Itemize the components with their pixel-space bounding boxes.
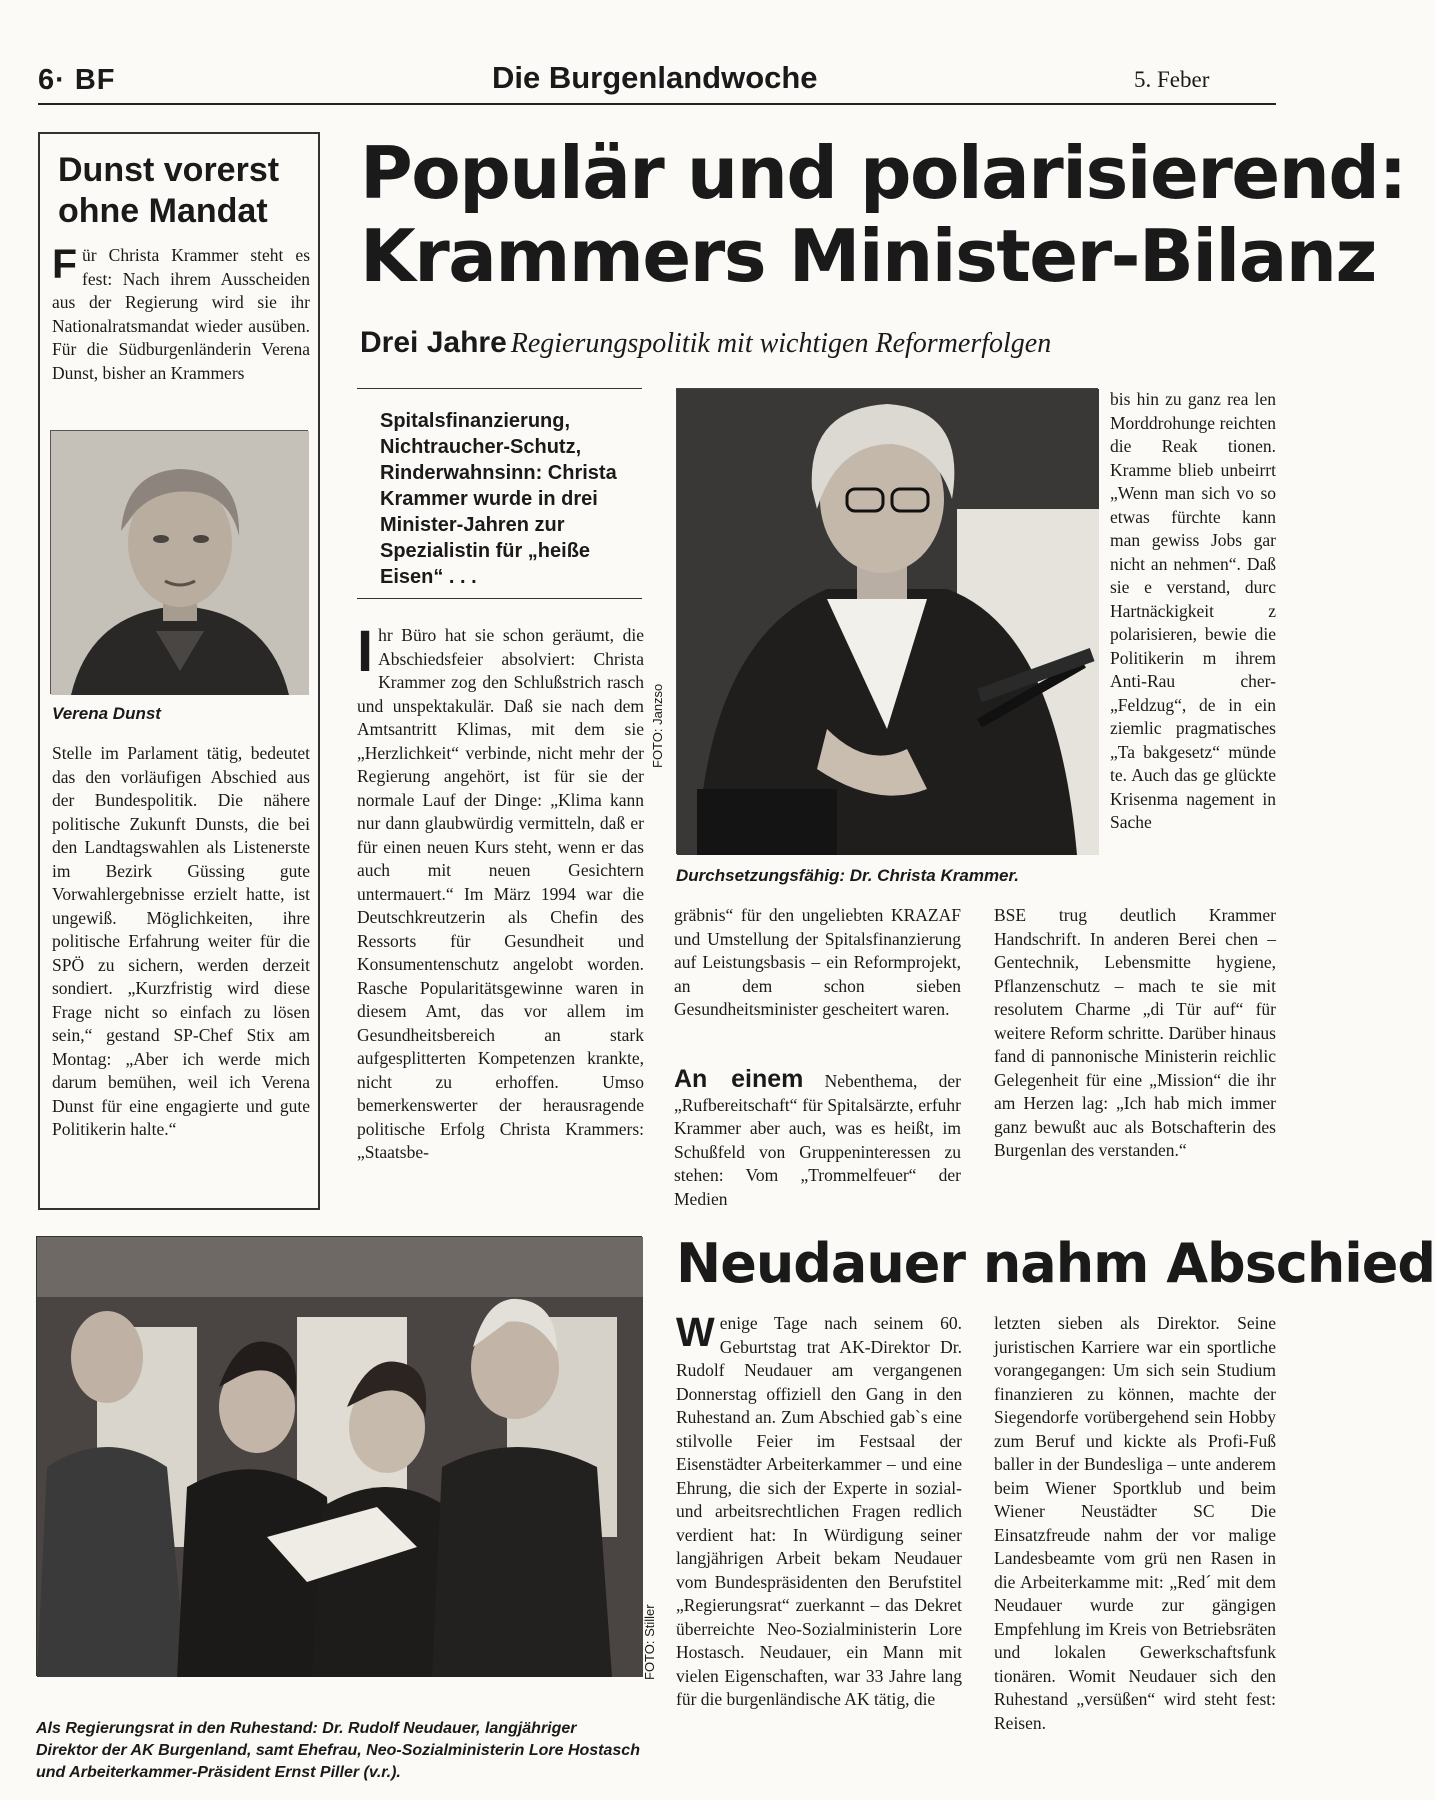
krammer-photo-caption: Durchsetzungsfähig: Dr. Christa Krammer. — [676, 866, 1019, 885]
sidebar-body: Stelle im Parlament tätig, bedeutet das den vorläufigen Abschied aus der Bundespolitik. Die nähere politische Zukunft Dunsts, die bei den Landtagswahlen als Listenerste im Bezirk Güssing gute Vorwahlergebnisse erzielt hatte, ist ungewiß. Möglichkeiten, ihre politische Erfahrung weiter für die SPÖ zu sichern, werden derzeit sondiert. „Kurzfristig wird diese Frage nicht so einfach zu lösen sein,“ gestand SP-Chef Stix am Montag: „Aber ich werde mich darum bemühen, weil ich Verena Dunst für eine engagierte und gute Politikerin halte.“ — [52, 743, 310, 1139]
second-column-2: letzten sieben als Direktor. Seine juristischen Karriere war ein sportliche vorangegangen: Um sich sein Studium finanzieren zu können, machte der Siegendorfe vorübergehend sein Hobby zum Beruf und kickte als Profi-Fuß baller in der Bundesliga – unte anderem beim Wiener Sportklub und beim Wiener Neustädter SC Die Einsatzfreude nahm der vor malige Landesbeamte vom grü nen Rasen in die Arbeiterkamme mit: „Red´ mit dem Neudauer wurde zur gängigen Empfehlung im Kreis von Betriebsräten und lokalen Gewerkschaftsfunk tionären. Womit Neudauer sich den Ruhestand „versüßen“ wird steht fest: Reisen. — [994, 1313, 1276, 1733]
issue-date: 5. Feber — [1134, 67, 1210, 92]
neudauer-group-photo — [36, 1236, 642, 1676]
christa-krammer-photo — [676, 388, 1098, 854]
main-column-1-text: hr Büro hat sie schon geräumt, die Abschiedsfeier absolviert: Christa Krammer zog den Schlußstrich rasch und unspektakulär. Daß sie nach dem Amtsantritt Klimas, mit dem sie „Herzlichkeit“ verbinde, nicht mehr der Regierung angehört, ist für sie der normale Lauf der Dinge: „Klima kann nur dann glaubwürdig vermitteln, daß er für einen neuen Kurs steht, wenn er das auch mit neuen Gesichtern untermauert.“ Im März 1994 war die Deutschkreutzerin als Chefin des Ressorts für Gesundheit und Konsumentenschutz angelobt worden. Rasche Popularitätsgewinne waren in diesem Amt, das vor allem im Gesundheitsbereich an stark aufgesplitterten Kompetenzen krankte, nicht zu erhoffen. Umso bemerkenswerter der herausragende politische Erfolg Christa Krammers: „Staatsbe- — [357, 625, 644, 1162]
group-photo-caption: Als Regierungsrat in den Ruhestand: Dr. Rudolf Neudauer, langjähriger Direktor der AK Burgenland, samt Ehefrau, Neo-Sozialministerin Lore Hostasch und Arbeiterkammer-Präsident Ernst Piller (v.r.). — [36, 1720, 640, 1781]
masthead-rule — [38, 103, 1276, 105]
main-column-2b-text: Nebenthema, der „Rufbereitschaft“ für Spitalsärzte, erfuhr Krammer aber auch, was es heißt, im Schußfeld von Gruppeninteressen zu stehen: Vom „Trommelfeuer“ der Medien — [674, 1071, 962, 1209]
second-dropcap: W — [676, 1309, 715, 1355]
dunst-photo-caption: Verena Dunst — [52, 704, 161, 723]
sidebar-intro-text: ür Christa Krammer steht es fest: Nach ihrem Ausscheiden aus der Regierung wird sie ihr Nationalratsmandat wieder ausüben. Für die Südburgenländerin Verena Dunst, bisher an Krammers — [52, 245, 310, 383]
main-dropcap: I — [357, 619, 374, 684]
teaser-rule-bottom — [357, 598, 642, 599]
main-headline-line1: Populär und polarisierend: — [360, 131, 1406, 215]
main-column-3-top: bis hin zu ganz rea len Morddrohunge reichten die Reak tionen. Kramme blieb unbeirrt „Wenn man sich vo so etwas fürchte kann man gewiss Jobs gar nicht an nehmen“. Daß sie e verstand, durc Hartnäckigkeit z polarisieren, bewie die Politikerin m ihrem Anti-Rau cher-„Feldzug“, de in ein ziemlic pragmatisches „Ta bakgesetz“ münde te. Auch das ge glückte Krisenma nagement in Sache — [1110, 389, 1276, 832]
sidebar-headline: Dunst vorerst ohne Mandat — [58, 151, 280, 230]
subhead-lead: Drei Jahre — [360, 326, 507, 359]
second-headline: Neudauer nahm Abschied — [676, 1232, 1435, 1295]
teaser-text: Spitalsfinanzierung, Nichtraucher-Schutz, Rinderwahnsinn: Christa Krammer wurde in drei Minister-Jahren zur Spezialistin für „heiße Eisen“ . . . — [380, 410, 617, 588]
runin-head: An einem — [674, 1065, 804, 1093]
page-number: 6· BF — [38, 64, 116, 96]
main-column-3: BSE trug deutlich Krammer Handschrift. In anderen Berei chen – Gentechnik, Lebensmitte hygiene, Pflanzenschutz – mach te sie mit resolutem Charme „di Tür auf“ für weitere Reform schritte. Darüber hinaus fand di pannonische Ministerin reichlic Gelegenheit für eine „Mission“ die ihr am Herzen lag: „Ich hab mich immer ganz bewußt auc als Botschafterin des Burgenlan des verstanden.“ — [994, 905, 1276, 1160]
main-subhead — [360, 326, 1051, 360]
main-headline-line2: Krammers Minister-Bilanz — [360, 214, 1376, 298]
sidebar-intro — [52, 241, 310, 385]
subhead-rest: Regierungspolitik mit wichtigen Reformerfolgen — [510, 328, 1052, 359]
main-column-2b — [674, 1065, 962, 1211]
main-headline — [360, 131, 1406, 298]
second-column-1-text: enige Tage nach seinem 60. Geburtstag trat AK-Direktor Dr. Rudolf Neudauer am vergangenen Donnerstag offiziell den Gang in den Ruhestand an. Zum Abschied gab`s eine stilvolle Feier im Festsaal der Eisenstädter Arbeiterkammer – und eine Ehrung, die sich der Experte in sozial- und arbeitsrechtlichen Fragen redlich verdient hat: In Würdigung seiner langjährigen Arbeit bekam Neudauer vom Bundespräsidenten den Berufstitel „Regierungsrat“ zuerkannt – das Dekret überreichte Neo-Sozialministerin Lore Hostasch. Neudauer, ein Mann mit vielen Eigenschaften, war 33 Jahre lang für die burgenländische AK tätig, die — [676, 1313, 962, 1709]
newspaper-title: Die Burgenlandwoche — [492, 60, 818, 95]
teaser-rule-top — [357, 388, 642, 389]
krammer-photo-credit: FOTO: Janzso — [650, 683, 665, 768]
group-photo-credit: FOTO: Stiller — [642, 1604, 657, 1680]
verena-dunst-photo — [50, 430, 308, 694]
main-column-1 — [357, 619, 644, 1165]
second-column-1 — [676, 1309, 962, 1712]
main-column-2: gräbnis“ für den ungeliebten KRAZAF und Umstellung der Spitalsfinanzierung auf Leistungsbasis – ein Reformprojekt, an dem schon sieben Gesundheitsminister gescheitert waren. — [674, 905, 961, 1019]
sidebar-dropcap: F — [52, 241, 78, 287]
